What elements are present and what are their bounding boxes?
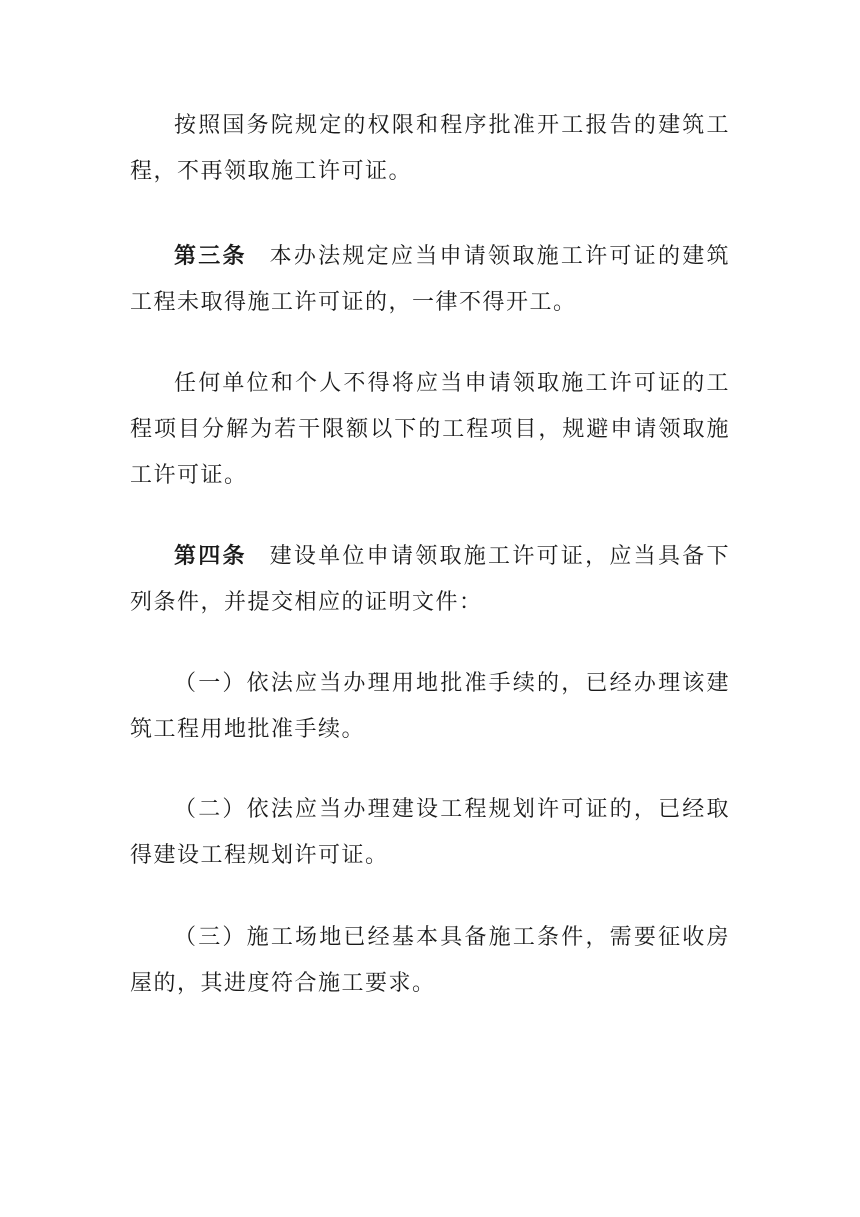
list-item-3: [130, 915, 730, 1007]
paragraph-exemption: [130, 103, 730, 195]
paragraph-text: （二）依法应当办理建设工程规划许可证的，已经取得建设工程规划许可证。: [130, 797, 730, 868]
article-heading: 第四条: [174, 543, 247, 569]
paragraph-text: 任何单位和个人不得将应当申请领取施工许可证的工程项目分解为若干限额以下的工程项目，规避申请领取施工许可证。: [130, 371, 730, 488]
paragraph-text: 本办法规定应当申请领取施工许可证的建筑工程未取得施工许可证的，一律不得开工。: [130, 244, 730, 315]
paragraph-no-splitting: [130, 361, 730, 499]
list-item-2: [130, 787, 730, 879]
paragraph-text: （三）施工场地已经基本具备施工条件，需要征收房屋的，其进度符合施工要求。: [130, 925, 730, 996]
article-heading: 第三条: [174, 243, 247, 269]
paragraph-text: （一）依法应当办理用地批准手续的，已经办理该建筑工程用地批准手续。: [130, 671, 730, 742]
paragraph-text: 按照国务院规定的权限和程序批准开工报告的建筑工程，不再领取施工许可证。: [130, 113, 730, 184]
list-item-1: [130, 661, 730, 753]
paragraph-article-3: [130, 233, 730, 326]
paragraph-article-4: [130, 533, 730, 626]
paragraph-text: 建设单位申请领取施工许可证，应当具备下列条件，并提交相应的证明文件：: [130, 544, 730, 615]
